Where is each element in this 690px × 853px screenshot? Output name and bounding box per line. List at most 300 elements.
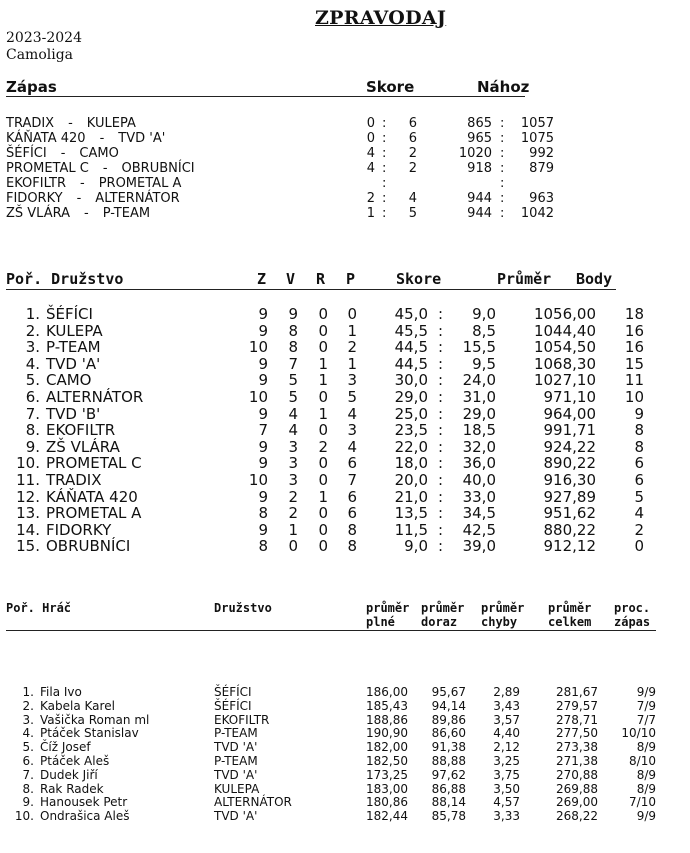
match-pins-home: 965 [467, 131, 492, 146]
players-header-miss-2: chyby [481, 615, 518, 629]
match-away-team: P-TEAM [102, 206, 151, 221]
match-score-away: 2 [408, 146, 417, 161]
match-row [0, 161, 690, 176]
standings-losses: 3 [347, 421, 357, 440]
match-pairing [6, 176, 181, 191]
standings-team: CAMO [46, 371, 92, 390]
standings-row [0, 305, 690, 322]
player-avg-total: 273,38 [556, 740, 598, 755]
match-away-team: KULEPA [86, 116, 136, 131]
standings-team: PROMETAL C [46, 454, 142, 473]
standings-row [0, 438, 690, 455]
players-section [0, 601, 690, 831]
player-avg-clear: 86,60 [431, 726, 466, 741]
standings-row [0, 322, 690, 339]
score-colon: : [382, 191, 387, 206]
players-header-rank-player: Poř. Hráč [6, 601, 72, 615]
standings-score-against: 29,0 [462, 404, 496, 423]
player-name: Ondrašica Aleš [40, 809, 130, 824]
player-avg-full: 182,50 [366, 754, 408, 768]
players-header-rule [6, 630, 656, 631]
match-pins-home: 865 [467, 116, 492, 131]
standings-team: TRADIX [46, 471, 102, 489]
match-separator: - [76, 191, 82, 206]
standings-wins: 8 [288, 321, 298, 340]
standings-average: 1056,00 [533, 305, 596, 323]
standings-played: 7 [258, 421, 268, 440]
matches-header-pins: Nához [477, 78, 530, 96]
standings-wins: 3 [288, 471, 298, 489]
standings-played: 9 [258, 454, 268, 473]
standings-average: 916,30 [543, 471, 596, 489]
match-away-team: PROMETAL A [98, 176, 182, 191]
standings-score-against: 33,0 [462, 487, 496, 506]
player-avg-total: 271,38 [556, 754, 598, 768]
standings-rank: 6. [25, 388, 40, 406]
player-name: Ptáček Aleš [40, 754, 110, 768]
player-name: Rak Radek [40, 781, 104, 796]
standings-losses: 8 [347, 537, 357, 556]
standings-score-against: 32,0 [462, 437, 496, 456]
standings-row [0, 388, 690, 405]
standings-losses: 4 [347, 437, 357, 456]
standings-wins: 8 [288, 338, 298, 357]
player-games: 8/9 [636, 781, 656, 796]
match-home-team: FIDORKY [6, 191, 63, 206]
standings-draws: 1 [318, 404, 328, 423]
player-name: Vašička Roman ml [40, 712, 150, 727]
standings-draws: 0 [318, 388, 328, 406]
standings-draws: 0 [318, 305, 328, 323]
standings-points: 18 [624, 305, 644, 323]
standings-losses: 6 [347, 504, 357, 523]
player-avg-full: 190,90 [366, 726, 408, 741]
score-colon: : [438, 305, 444, 323]
match-score-home: 0 [366, 116, 375, 131]
player-avg-full: 185,43 [366, 698, 408, 713]
score-colon: : [382, 116, 387, 131]
player-team: ŠÉFÍCI [214, 698, 252, 713]
standings-rank: 8. [25, 421, 40, 440]
standings-rank: 4. [25, 354, 40, 373]
match-pairing [6, 146, 119, 161]
standings-score-against: 24,0 [462, 371, 496, 390]
standings-points: 8 [634, 437, 644, 456]
match-row [0, 176, 690, 191]
pins-colon: : [500, 176, 505, 191]
player-rank: 3. [22, 712, 34, 727]
player-avg-miss: 3,33 [493, 809, 520, 824]
player-avg-full: 182,44 [366, 809, 408, 824]
player-team: ŠÉFÍCI [214, 685, 252, 699]
match-pairing [6, 131, 165, 146]
score-colon: : [438, 404, 444, 423]
match-pairing [6, 191, 180, 206]
player-name: Hanousek Petr [40, 795, 128, 810]
player-avg-clear: 94,14 [431, 698, 466, 713]
standings-header-rank-team: Poř. Družstvo [6, 270, 124, 288]
match-row [0, 191, 690, 206]
standings-played: 10 [248, 471, 268, 489]
pins-colon: : [500, 146, 505, 161]
standings-score-against: 39,0 [462, 537, 496, 556]
standings-points: 2 [634, 520, 644, 539]
player-avg-miss: 3,57 [493, 712, 520, 727]
standings-draws: 0 [318, 338, 328, 357]
player-team: KULEPA [214, 781, 260, 796]
matches-section [0, 78, 690, 228]
standings-wins: 3 [288, 437, 298, 456]
player-avg-miss: 3,43 [493, 698, 520, 713]
standings-average: 964,00 [543, 404, 596, 423]
player-avg-full: 180,86 [366, 795, 408, 810]
score-colon: : [438, 471, 444, 489]
standings-average: 927,89 [543, 487, 596, 506]
standings-score-for: 45,5 [394, 321, 428, 340]
standings-played: 9 [258, 487, 268, 506]
standings-wins: 7 [288, 354, 298, 373]
player-name: Dudek Jiří [40, 767, 98, 782]
players-header-pct-1: proc. [614, 601, 651, 615]
standings-points: 0 [634, 537, 644, 556]
standings-played: 10 [248, 338, 268, 357]
match-pins-home: 944 [467, 191, 492, 206]
match-home-team: ŠÉFÍCI [6, 146, 47, 161]
player-avg-miss: 4,57 [493, 795, 520, 810]
standings-score-for: 18,0 [394, 454, 428, 473]
standings-rank: 1. [25, 305, 40, 323]
standings-score-against: 42,5 [462, 520, 496, 539]
standings-score-for: 9,0 [404, 537, 428, 556]
match-home-team: TRADIX [6, 116, 55, 131]
player-avg-clear: 88,88 [431, 754, 466, 768]
standings-score-for: 23,5 [394, 421, 428, 440]
match-score-away: 5 [408, 206, 417, 221]
player-avg-miss: 3,25 [493, 754, 520, 768]
player-avg-total: 281,67 [556, 685, 598, 699]
match-home-team: KÁŇATA 420 [6, 131, 86, 146]
standings-average: 991,71 [543, 421, 596, 440]
match-pins-away: 879 [529, 161, 554, 176]
player-row [0, 768, 690, 782]
score-colon: : [438, 437, 444, 456]
standings-rank: 7. [25, 404, 40, 423]
standings-rank: 13. [16, 504, 40, 523]
standings-average: 924,22 [543, 437, 596, 456]
standings-row [0, 421, 690, 438]
standings-average: 880,22 [543, 520, 596, 539]
standings-points: 8 [634, 421, 644, 440]
player-row [0, 795, 690, 809]
match-pairing [6, 206, 150, 221]
match-pins-home: 1020 [458, 146, 492, 161]
standings-header-p: P [346, 270, 356, 288]
standings-team: ZŠ VLÁRA [46, 437, 120, 456]
standings-row [0, 471, 690, 488]
standings-row [0, 355, 690, 372]
player-team: P-TEAM [214, 754, 258, 768]
player-avg-clear: 95,67 [431, 685, 466, 699]
standings-points: 9 [634, 404, 644, 423]
player-avg-full: 182,00 [366, 740, 408, 755]
player-avg-clear: 91,38 [431, 740, 466, 755]
player-row [0, 782, 690, 796]
score-colon: : [438, 504, 444, 523]
standings-draws: 0 [318, 454, 328, 473]
standings-wins: 1 [288, 520, 298, 539]
standings-draws: 1 [318, 354, 328, 373]
player-name: Číž Josef [40, 740, 91, 755]
players-header-miss-1: průměr [481, 601, 525, 615]
match-home-team: EKOFILTR [6, 176, 66, 191]
standings-rank: 10. [16, 454, 40, 473]
standings-draws: 0 [318, 520, 328, 539]
standings-points: 15 [624, 354, 644, 373]
standings-draws: 0 [318, 537, 328, 556]
standings-team: PROMETAL A [46, 504, 142, 523]
match-score-away: 6 [408, 116, 417, 131]
match-score-away: 4 [408, 191, 417, 206]
standings-score-for: 20,0 [394, 471, 428, 489]
standings-played: 9 [258, 305, 268, 323]
pins-colon: : [500, 161, 505, 176]
standings-score-against: 18,5 [462, 421, 496, 440]
score-colon: : [438, 487, 444, 506]
player-name: Fila Ivo [40, 685, 82, 699]
matches-header-rule [6, 96, 525, 97]
player-rank: 9. [22, 795, 34, 810]
pins-colon: : [500, 131, 505, 146]
standings-points: 16 [624, 338, 644, 357]
player-row [0, 685, 690, 699]
standings-row [0, 371, 690, 388]
standings-wins: 4 [288, 404, 298, 423]
standings-score-for: 29,0 [394, 388, 428, 406]
standings-losses: 6 [347, 487, 357, 506]
standings-score-against: 8,5 [472, 321, 496, 340]
standings-score-for: 44,5 [394, 338, 428, 357]
standings-team: ŠÉFÍCI [46, 305, 93, 323]
player-avg-clear: 89,86 [431, 712, 466, 727]
match-score-away: 6 [408, 131, 417, 146]
standings-draws: 0 [318, 504, 328, 523]
match-separator: - [84, 206, 89, 221]
standings-played: 9 [258, 404, 268, 423]
match-row [0, 131, 690, 146]
score-colon: : [438, 338, 444, 357]
standings-played: 9 [258, 520, 268, 539]
standings-header-v: V [286, 270, 296, 288]
match-pins-home: 944 [467, 206, 492, 221]
standings-score-against: 40,0 [462, 471, 496, 489]
standings-played: 9 [258, 371, 268, 390]
match-away-team: OBRUBNÍCI [121, 161, 195, 176]
match-score-away: 2 [408, 161, 417, 176]
standings-played: 8 [258, 537, 268, 556]
player-rank: 7. [22, 767, 34, 782]
player-games: 7/9 [636, 698, 656, 713]
standings-losses: 4 [347, 404, 357, 423]
player-avg-miss: 4,40 [493, 726, 520, 741]
standings-score-against: 36,0 [462, 454, 496, 473]
standings-row [0, 454, 690, 471]
standings-points: 5 [634, 487, 644, 506]
standings-score-against: 9,5 [472, 354, 496, 373]
match-separator: - [68, 116, 73, 131]
standings-rank: 11. [16, 471, 40, 489]
standings-losses: 7 [347, 471, 357, 489]
players-header-team: Družstvo [214, 601, 272, 615]
player-avg-clear: 86,88 [431, 781, 466, 796]
player-games: 8/9 [636, 740, 656, 755]
standings-header-z: Z [257, 270, 267, 288]
standings-points: 4 [634, 504, 644, 523]
standings-rank: 12. [16, 487, 40, 506]
standings-draws: 0 [318, 321, 328, 340]
season-label: 2023-2024 [6, 30, 82, 46]
standings-wins: 5 [288, 388, 298, 406]
standings-rank: 14. [16, 520, 40, 539]
standings-score-against: 34,5 [462, 504, 496, 523]
match-separator: - [80, 176, 85, 191]
standings-row [0, 537, 690, 554]
player-games: 9/9 [636, 685, 656, 699]
match-away-team: TVD 'A' [118, 131, 166, 146]
standings-score-for: 21,0 [394, 487, 428, 506]
match-pins-away: 1057 [520, 116, 554, 131]
players-header-total-1: průměr [548, 601, 592, 615]
standings-team: OBRUBNÍCI [46, 537, 131, 556]
match-separator: - [60, 146, 66, 161]
player-team: TVD 'A' [214, 809, 258, 824]
standings-wins: 4 [288, 421, 298, 440]
score-colon: : [382, 206, 387, 221]
player-team: TVD 'A' [214, 767, 258, 782]
player-avg-clear: 97,62 [431, 767, 466, 782]
players-header-clear-1: průměr [421, 601, 465, 615]
player-name: Kabela Karel [40, 698, 115, 713]
pins-colon: : [500, 206, 505, 221]
score-colon: : [438, 321, 444, 340]
standings-losses: 0 [347, 305, 357, 323]
score-colon: : [438, 354, 444, 373]
match-home-team: ZŠ VLÁRA [6, 206, 71, 221]
standings-header-avg: Průměr [497, 270, 552, 288]
match-pairing [6, 116, 136, 131]
standings-team: TVD 'A' [46, 354, 101, 373]
player-rank: 5. [22, 740, 34, 755]
player-avg-clear: 88,14 [431, 795, 466, 810]
standings-team: ALTERNÁTOR [46, 388, 144, 406]
standings-played: 9 [258, 437, 268, 456]
standings-score-for: 13,5 [394, 504, 428, 523]
score-colon: : [382, 176, 387, 191]
match-row [0, 146, 690, 161]
match-score-home: 4 [366, 146, 375, 161]
player-rank: 8. [22, 781, 34, 796]
player-rank: 2. [22, 698, 34, 713]
standings-average: 912,12 [543, 537, 596, 556]
standings-draws: 0 [318, 471, 328, 489]
player-avg-total: 269,88 [556, 781, 598, 796]
player-games: 10/10 [621, 726, 656, 741]
match-pins-away: 992 [529, 146, 554, 161]
player-row [0, 740, 690, 754]
players-header-clear-2: doraz [421, 615, 458, 629]
standings-played: 10 [248, 388, 268, 406]
standings-score-for: 44,5 [394, 354, 428, 373]
player-avg-full: 173,25 [366, 767, 408, 782]
match-pins-away: 1042 [520, 206, 554, 221]
standings-points: 10 [624, 388, 644, 406]
standings-losses: 2 [347, 338, 357, 357]
score-colon: : [438, 537, 444, 556]
standings-score-against: 9,0 [472, 305, 496, 323]
match-away-team: ALTERNÁTOR [95, 191, 180, 206]
standings-header-r: R [316, 270, 326, 288]
standings-rank: 15. [16, 537, 40, 556]
score-colon: : [382, 161, 387, 176]
players-header-full-2: plné [366, 615, 395, 629]
standings-wins: 0 [288, 537, 298, 556]
player-team: EKOFILTR [214, 712, 270, 727]
standings-score-for: 11,5 [394, 520, 428, 539]
match-score-home: 2 [366, 191, 375, 206]
standings-row [0, 338, 690, 355]
standings-header-points: Body [576, 270, 613, 288]
standings-average: 890,22 [543, 454, 596, 473]
match-pins-home: 918 [467, 161, 492, 176]
standings-draws: 1 [318, 487, 328, 506]
player-games: 9/9 [636, 809, 656, 824]
players-header-full-1: průměr [366, 601, 410, 615]
matches-header-score: Skore [366, 78, 415, 96]
player-rank: 6. [22, 754, 34, 768]
standings-row [0, 521, 690, 538]
standings-wins: 5 [288, 371, 298, 390]
standings-average: 1027,10 [533, 371, 596, 390]
standings-rank: 2. [25, 321, 40, 340]
standings-rank: 5. [25, 371, 40, 390]
player-row [0, 726, 690, 740]
standings-losses: 3 [347, 371, 357, 390]
standings-rank: 3. [25, 338, 40, 357]
standings-row [0, 488, 690, 505]
standings-team: P-TEAM [46, 338, 101, 357]
standings-average: 951,62 [543, 504, 596, 523]
match-score-home: 4 [366, 161, 375, 176]
score-colon: : [382, 131, 387, 146]
standings-score-for: 30,0 [394, 371, 428, 390]
standings-losses: 5 [347, 388, 357, 406]
players-header-total-2: celkem [548, 615, 592, 629]
standings-average: 1044,40 [533, 321, 596, 340]
player-row [0, 809, 690, 823]
standings-team: KULEPA [46, 321, 103, 340]
score-colon: : [382, 146, 387, 161]
standings-played: 8 [258, 504, 268, 523]
standings-team: KÁŇATA 420 [46, 487, 138, 506]
match-row [0, 206, 690, 221]
score-colon: : [438, 520, 444, 539]
standings-losses: 1 [347, 354, 357, 373]
player-rank: 4. [22, 726, 34, 741]
pins-colon: : [500, 116, 505, 131]
standings-losses: 6 [347, 454, 357, 473]
player-row [0, 699, 690, 713]
standings-losses: 1 [347, 321, 357, 340]
standings-played: 9 [258, 321, 268, 340]
